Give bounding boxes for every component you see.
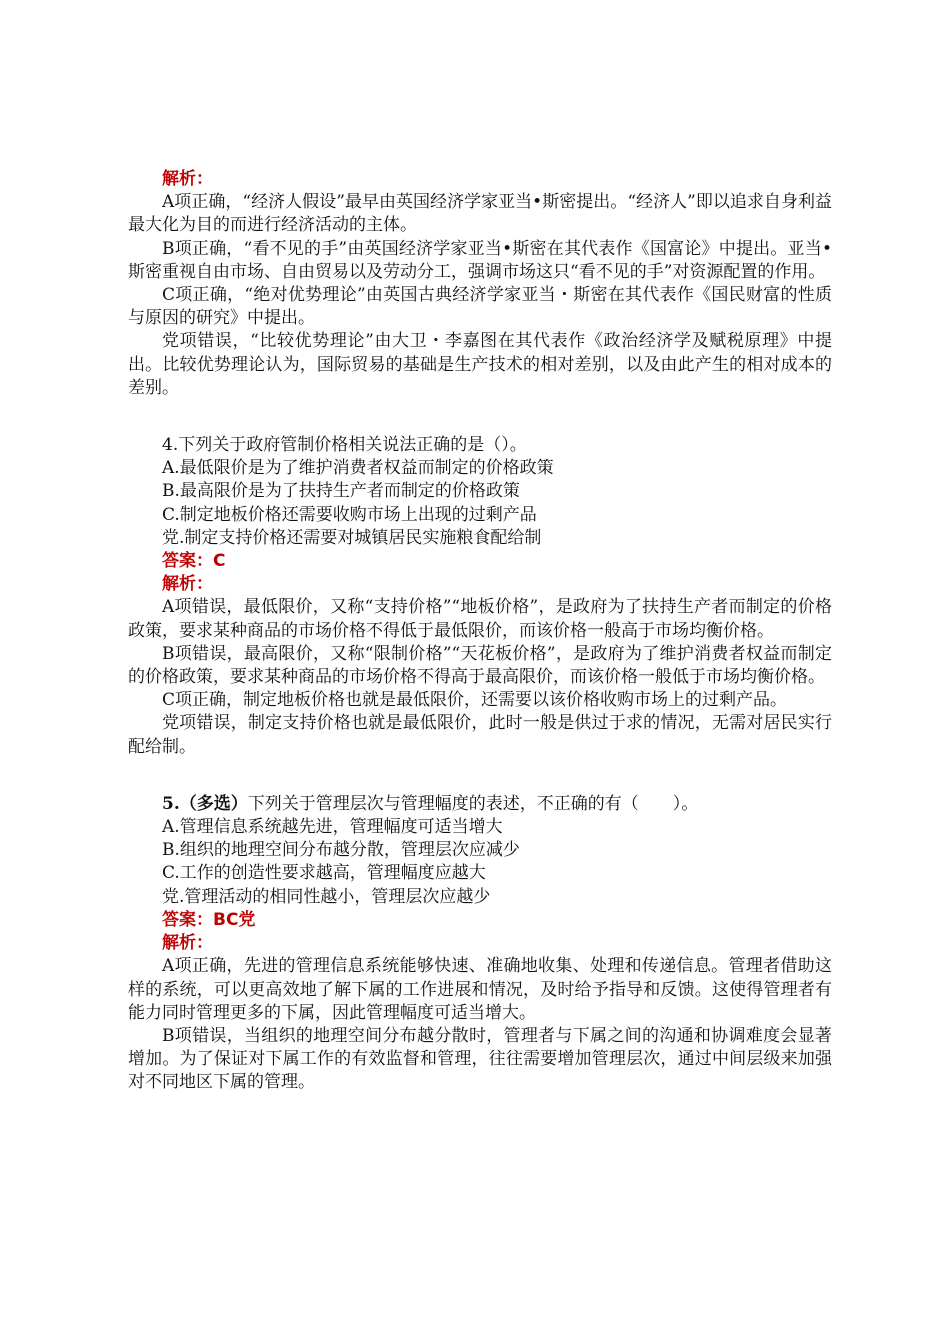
analysis-paragraph: A项正确，“经济人假设”最早由英国经济学家亚当•斯密提出。“经济人”即以追求自身利益最大化为目的而进行经济活动的主体。 (128, 192, 832, 236)
analysis-paragraph: C项正确，制定地板价格也就是最低限价，还需要以该价格收购市场上的过剩产品。 (162, 690, 788, 711)
option-c: C.工作的创造性要求越高，管理幅度应越大 (162, 863, 486, 884)
answer-label: 答案：C (162, 551, 226, 572)
analysis-paragraph: A项正确，先进的管理信息系统能够快速、准确地收集、处理和传递信息。管理者借助这样的系统，可以更高效地了解下属的工作进展和情况，及时给予指导和反馈。这使得管理者有能力同时管理更多的下属，因此管理幅度可适当增大。 (128, 956, 832, 1023)
question-stem (128, 793, 832, 816)
option-d: 党.管理活动的相同性越小，管理层次应越少 (162, 886, 491, 907)
analysis-paragraph: C项正确，“绝对优势理论”由英国古典经济学家亚当・斯密在其代表作《国民财富的性质与原因的研究》中提出。 (128, 285, 832, 329)
option-c: C.制定地板价格还需要收购市场上出现的过剩产品 (162, 504, 537, 525)
analysis-label: 解析： (162, 169, 213, 189)
answer-label: 答案：BC党 (162, 909, 256, 930)
question-4-stem: 4.下列关于政府管制价格相关说法正确的是（）。 (162, 435, 527, 456)
analysis-paragraph: B项错误，最高限价，又称“限制价格”“天花板价格”，是政府为了维护消费者权益而制定的价格政策，要求某种商品的市场价格不得高于最高限价，而该价格一般低于市场均衡价格。 (128, 643, 832, 688)
analysis-paragraph: 党项错误，“比较优势理论”由大卫・李嘉图在其代表作《政治经济学及赋税原理》中提出。比较优势理论认为，国际贸易的基础是生产技术的相对差别，以及由此产生的相对成本的差别。 (128, 331, 832, 398)
analysis-paragraph: A项错误，最低限价，又称“支持价格”“地板价格”，是政府为了扶持生产者而制定的价格政策，要求某种商品的市场价格不得低于最低限价，而该价格一般高于市场均衡价格。 (128, 597, 832, 641)
analysis-paragraph: 党项错误，制定支持价格也就是最低限价，此时一般是供过于求的情况，无需对居民实行配给制。 (128, 713, 832, 757)
analysis-paragraph: B项错误，当组织的地理空间分布越分散时，管理者与下属之间的沟通和协调难度会显著增加。为了保证对下属工作的有效监督和管理，往往需要增加管理层次，通过中间层级来加强对不同地区下属的管理。 (128, 1025, 832, 1093)
question-5-stem: 下列关于管理层次与管理幅度的表述，不正确的有（ ）。 (247, 793, 699, 814)
option-b: B.最高限价是为了扶持生产者而制定的价格政策 (162, 481, 520, 502)
option-b: B.组织的地理空间分布越分散，管理层次应减少 (162, 840, 520, 861)
option-a: A.管理信息系统越先进，管理幅度可适当增大 (162, 817, 503, 838)
question-5-number: 5.（多选） (162, 793, 248, 814)
option-d: 党.制定支持价格还需要对城镇居民实施粮食配给制 (162, 527, 542, 548)
analysis-label: 解析： (162, 933, 213, 954)
analysis-label: 解析： (162, 574, 213, 595)
analysis-paragraph: B项正确，“看不见的手”由英国经济学家亚当•斯密在其代表作《国富论》中提出。亚当•斯密重视自由市场、自由贸易以及劳动分工，强调市场这只“看不见的手”对资源配置的作用。 (128, 238, 832, 282)
option-a: A.最低限价是为了维护消费者权益而制定的价格政策 (162, 458, 554, 479)
question-stem (128, 434, 832, 457)
